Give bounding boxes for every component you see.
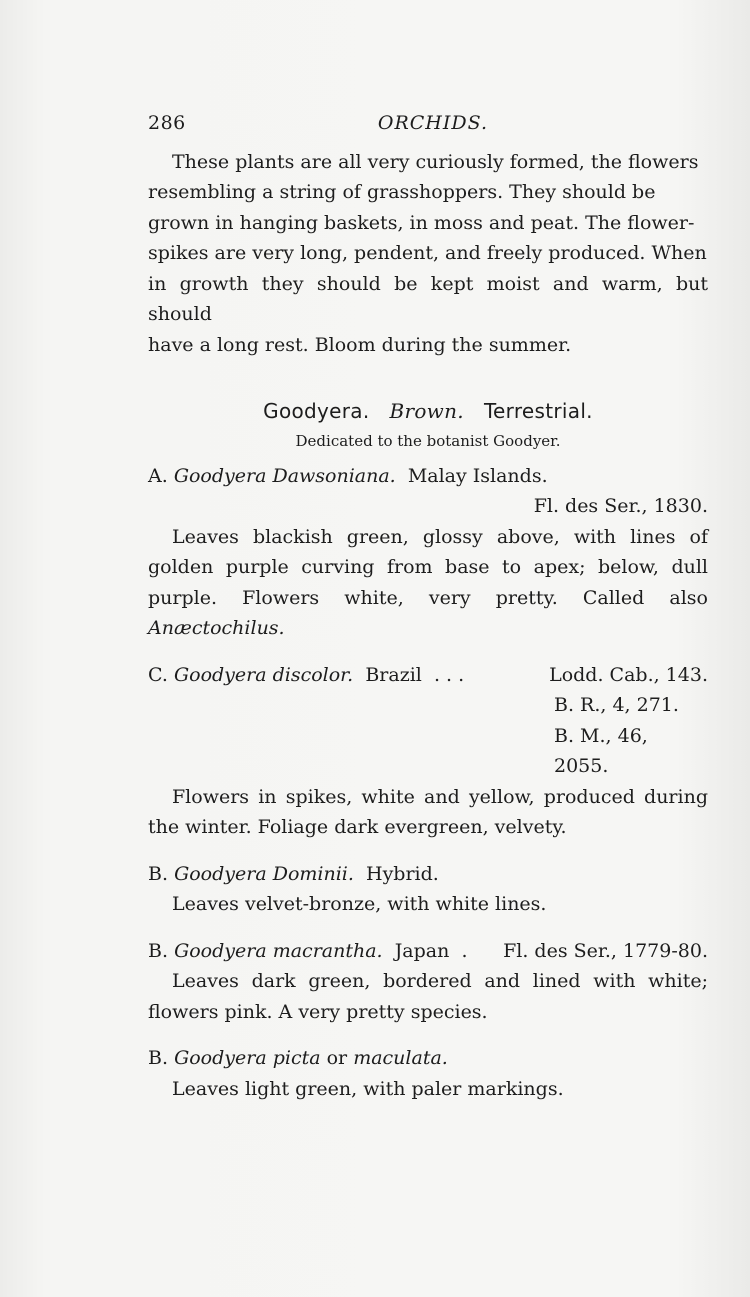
leader-dots: . <box>461 939 468 962</box>
species-name: Goodyera picta <box>174 1047 321 1069</box>
species-entry <box>148 1043 708 1104</box>
entry-class: B. <box>148 939 169 962</box>
species-description: Leaves dark green, bordered and lined with white; flowers pink. A very pretty species. <box>148 970 708 1023</box>
species-name: Goodyera discolor. <box>173 663 354 686</box>
intro-line: spikes are very long, pendent, and freely produced. When <box>148 242 707 264</box>
running-head <box>148 108 488 139</box>
page-content <box>148 108 708 1104</box>
species-entry <box>148 859 708 920</box>
species-locality: Hybrid. <box>366 862 439 885</box>
entry-class: B. <box>148 1047 169 1069</box>
genus-author: Brown. <box>389 399 464 423</box>
entry-class: C. <box>148 663 168 686</box>
intro-line: These plants are all very curiously formed, the flowers <box>172 150 699 173</box>
species-locality: Brazil <box>365 663 422 686</box>
genus-dedication: Dedicated to the botanist Goodyer. <box>295 431 561 450</box>
species-entry <box>148 936 708 1028</box>
species-description <box>148 522 708 644</box>
entry-class: B. <box>148 862 169 885</box>
genus-name: Goodyera. <box>263 399 370 423</box>
species-name: Goodyera macrantha. <box>174 939 383 962</box>
genus-heading <box>148 396 708 427</box>
species-alt-name: maculata. <box>353 1047 448 1069</box>
species-reference: B. M., 46, 2055. <box>554 724 648 777</box>
species-description: Flowers in spikes, white and yellow, produced during the winter. Foliage dark evergreen, velvety. <box>148 785 708 838</box>
intro-line: in growth they should be kept moist and warm, but should <box>148 272 708 325</box>
species-name: Goodyera Dominii. <box>174 862 354 885</box>
species-reference: Fl. des Ser., 1830. <box>533 495 708 517</box>
intro-paragraph <box>148 147 708 361</box>
page-number: 286 <box>148 112 186 134</box>
description-italic: Anæctochilus. <box>148 617 285 639</box>
description-text: Leaves blackish green, glossy above, with lines of golden purple curving from base to apex; below, dull purple. Flowers white, very pretty. Called also <box>148 525 708 609</box>
species-name: Goodyera Dawsoniana. <box>173 464 396 487</box>
species-entry <box>148 461 708 644</box>
intro-line: have a long rest. Bloom during the summer. <box>148 333 572 356</box>
species-reference: B. R., 4, 271. <box>554 694 679 716</box>
species-description: Leaves velvet-bronze, with white lines. <box>172 893 547 915</box>
genus-habit: Terrestrial. <box>483 399 593 423</box>
species-reference: Lodd. Cab., 143. <box>549 663 708 686</box>
entry-class: A. <box>148 464 168 487</box>
intro-line: resembling a string of grasshoppers. They should be <box>148 181 656 203</box>
leader-dots: . . . <box>433 663 465 686</box>
species-locality: Malay Islands. <box>407 464 548 487</box>
running-title: ORCHIDS. <box>377 112 488 134</box>
species-locality: Japan <box>394 939 450 962</box>
species-entry <box>148 660 708 843</box>
species-or: or <box>326 1047 348 1069</box>
species-reference: Fl. des Ser., 1779-80. <box>503 939 708 962</box>
species-description: Leaves light green, with paler markings. <box>172 1077 564 1100</box>
intro-line: grown in hanging baskets, in moss and peat. The flower- <box>148 211 695 234</box>
